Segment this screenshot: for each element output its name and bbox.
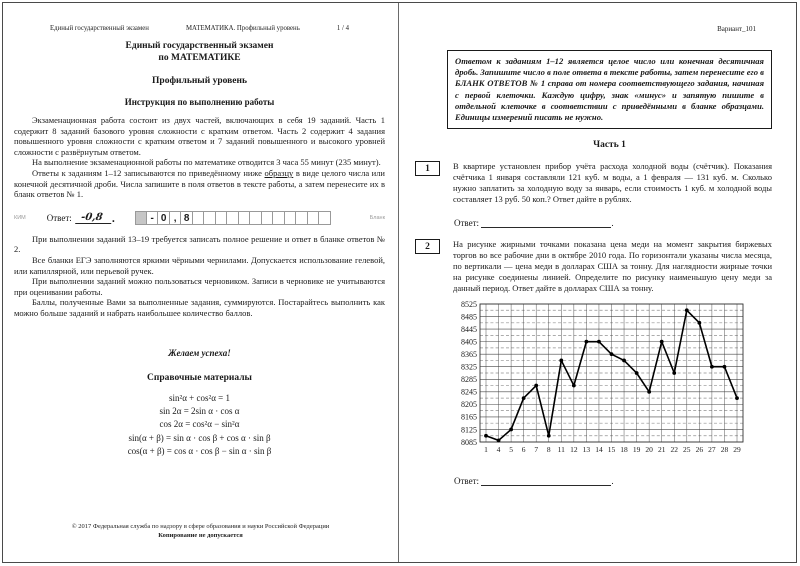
answer-cell-empty: [308, 211, 320, 225]
formula-list: [14, 392, 385, 459]
answer-cell-empty: [239, 211, 251, 225]
problem-2-answer-line: [454, 476, 784, 486]
svg-text:28: 28: [720, 445, 729, 455]
problem-1-answer-line: [454, 218, 784, 228]
reference-materials-heading: Справочные материалы: [147, 372, 252, 383]
para3-underlined-word: образцу: [264, 167, 294, 178]
svg-text:6: 6: [521, 445, 526, 455]
svg-text:8325: 8325: [461, 362, 477, 372]
svg-text:4: 4: [496, 445, 501, 455]
problem-1: [399, 161, 784, 204]
answer-cell-grid: [135, 211, 331, 225]
answer-label: Ответ:: [454, 476, 480, 487]
doc-title: [14, 40, 385, 64]
answer-cell-empty: [216, 211, 228, 225]
svg-text:21: 21: [657, 445, 666, 455]
problem-1-number-box: 1: [415, 161, 440, 176]
doc-subtitle: Профильный уровень: [152, 76, 247, 86]
answer-format-notice: Ответом к заданиям 1–12 является целое число или конечная десятичная дробь. Запишите число в поле ответа в тексте работы, затем перенесите его в БЛАНК ОТВЕТОВ № 1 справа от номера соответствующего задания, начиная с первой клеточки. Каждую цифру, знак «минус» и запятую пишите в отдельной клеточке в соответствии с приведёнными в бланке образцами. Единицы измерений писать не нужно.: [447, 50, 772, 129]
copyright-line: © 2017 Федеральная служба по надзору в сфере образования и науки Российской Федерации: [71, 523, 330, 530]
answer-cell-empty: [204, 211, 216, 225]
exam-spread: [2, 2, 797, 563]
svg-text:12: 12: [570, 445, 578, 455]
doc-title-line1: Единый государственный экзамен: [125, 41, 274, 51]
running-header-left: Единый государственный экзамен: [50, 25, 149, 32]
svg-text:27: 27: [708, 445, 716, 455]
svg-text:8125: 8125: [461, 425, 477, 435]
sample-handwritten-answer: -0,8: [75, 212, 112, 224]
variant-label: Вариант_101: [717, 25, 756, 33]
problem-2-text: На рисунке жирными точками показана цена меди на момент закрытия биржевых торгов во все рабочие дни в октябре 2010 года. По горизонтали указаны числа месяца, по вертикали — цена меди в долларах США за тонну. Для наглядности жирные точки на рисунке соединены линией. Определите по рисунку наименьшую цену меди за данный период. Ответ дайте в долларах США за тонну.: [453, 239, 772, 293]
formula: sin(α + β) = sin α · cos β + cos α · sin β: [128, 432, 271, 443]
answer-cell: ,: [170, 211, 182, 225]
svg-text:29: 29: [733, 445, 741, 455]
answer-cell-empty: [319, 211, 331, 225]
answer-blank: [481, 476, 614, 487]
svg-text:22: 22: [670, 445, 678, 455]
svg-text:5: 5: [509, 445, 513, 455]
svg-text:8525: 8525: [461, 300, 477, 310]
answer-cell-empty: [250, 211, 262, 225]
copper-price-chart-wrap: [453, 299, 784, 462]
running-header-center: МАТЕМАТИКА. Профильный уровень: [185, 25, 300, 32]
instruction-paragraph: При выполнении заданий 13–19 требуется записать полное решение и ответ в бланке ответов № 2.: [14, 233, 385, 255]
answer-cell-empty: [193, 211, 205, 225]
answer-period: .: [611, 476, 614, 487]
page-number: 1 / 4: [336, 25, 349, 32]
no-copy-line: Копирование не допускается: [158, 531, 243, 539]
svg-text:8285: 8285: [461, 375, 477, 385]
answer-cell-gray: [135, 211, 147, 225]
blank-side-label: Бланк: [369, 214, 385, 221]
svg-text:7: 7: [534, 445, 539, 455]
copyright-footer: [3, 523, 398, 540]
doc-title-line2: по МАТЕМАТИКЕ: [158, 53, 241, 63]
svg-text:8365: 8365: [461, 350, 477, 360]
svg-text:8: 8: [546, 445, 551, 455]
svg-text:26: 26: [695, 445, 704, 455]
svg-text:8405: 8405: [461, 337, 477, 347]
formula: sin 2α = 2sin α · cos α: [159, 405, 240, 416]
problem-2-number-box: 2: [415, 239, 440, 254]
running-header: [50, 25, 349, 32]
answer-cell-empty: [227, 211, 239, 225]
instruction-paragraph: Все бланки ЕГЭ заполняются яркими чёрными чернилами. Допускается использование гелевой, или капиллярной, или перьевой ручек.: [14, 254, 385, 276]
answer-cell-empty: [296, 211, 308, 225]
svg-text:8445: 8445: [461, 325, 477, 335]
sample-answer-period: .: [111, 208, 116, 226]
svg-text:18: 18: [620, 445, 628, 455]
instruction-paragraph: Баллы, полученные Вами за выполненные задания, суммируются. Постарайтесь выполнить как можно больше заданий и набрать наибольшее количество баллов.: [14, 297, 385, 318]
kim-side-label: КИМ: [14, 214, 26, 221]
para3-after: в виде целого числа или конечной десятичной дроби. Числа запишите в поля ответов в тексте работы, а затем перенесите их в бланк ответов № 1.: [14, 167, 385, 200]
svg-text:20: 20: [645, 445, 653, 455]
svg-text:14: 14: [595, 445, 603, 455]
answer-blank: [481, 218, 614, 229]
instruction-heading: Инструкция по выполнению работы: [124, 97, 275, 107]
svg-text:8205: 8205: [461, 400, 477, 410]
svg-text:11: 11: [557, 445, 565, 455]
problem-1-text: В квартире установлен прибор учёта расхода холодной воды (счётчик). Показания счётчика 1 января составляли 121 куб. м воды, а 1 февраля — 131 куб. м. Сколько нужно заплатить за холодную воду за январь, если стоимость 1 куб. м холодной воды составляет 13 руб. 50 коп.? Ответ дайте в рублях.: [453, 161, 772, 204]
sample-answer-label: Ответ:: [46, 212, 72, 223]
svg-text:8245: 8245: [461, 388, 477, 398]
answer-sample-row: [14, 209, 385, 227]
page-right: [399, 3, 796, 562]
formula: sin²α + cos²α = 1: [169, 392, 230, 403]
instruction-paragraph: [14, 168, 385, 200]
answer-period: .: [611, 218, 614, 229]
page-left: [3, 3, 399, 562]
svg-text:8165: 8165: [461, 413, 477, 423]
svg-text:19: 19: [632, 445, 641, 455]
svg-text:1: 1: [484, 445, 488, 455]
svg-text:8085: 8085: [461, 438, 477, 448]
formula: cos 2α = cos²α − sin²α: [159, 419, 240, 430]
instruction-paragraph: При выполнении заданий можно пользоваться черновиком. Записи в черновике не учитываются при оценивании работы.: [14, 276, 385, 297]
instruction-paragraph: На выполнение экзаменационной работы по математике отводится 3 часа 55 минут (235 минут).: [32, 157, 381, 168]
part-heading: Часть 1: [593, 140, 626, 151]
answer-cell-empty: [285, 211, 297, 225]
answer-cell: -: [147, 211, 159, 225]
formula: cos(α + β) = cos α · cos β − sin α · sin β: [127, 446, 272, 457]
answer-label: Ответ:: [454, 218, 480, 229]
svg-text:8485: 8485: [461, 312, 477, 322]
problem-2: [399, 239, 784, 293]
answer-cell: 8: [181, 211, 193, 225]
svg-text:13: 13: [582, 445, 591, 455]
answer-cell-empty: [273, 211, 285, 225]
instruction-paragraph: Экзаменационная работа состоит из двух частей, включающих в себя 19 заданий. Часть 1 содержит 8 заданий базового уровня сложности с кратким ответом. Часть 2 содержит 4 задания повышенного уровня сложности с кратким ответом и 7 заданий повышенного и высокого уровней сложности с развёрнутым ответом.: [14, 115, 385, 157]
good-luck-text: Желаем успеха!: [168, 347, 231, 358]
para3-before: Ответы к заданиям 1–12 записываются по приведённому ниже: [32, 167, 265, 178]
answer-cell-empty: [262, 211, 274, 225]
answer-cell: 0: [158, 211, 170, 225]
svg-text:15: 15: [607, 445, 616, 455]
copper-price-chart: [453, 299, 753, 457]
svg-text:25: 25: [683, 445, 691, 455]
